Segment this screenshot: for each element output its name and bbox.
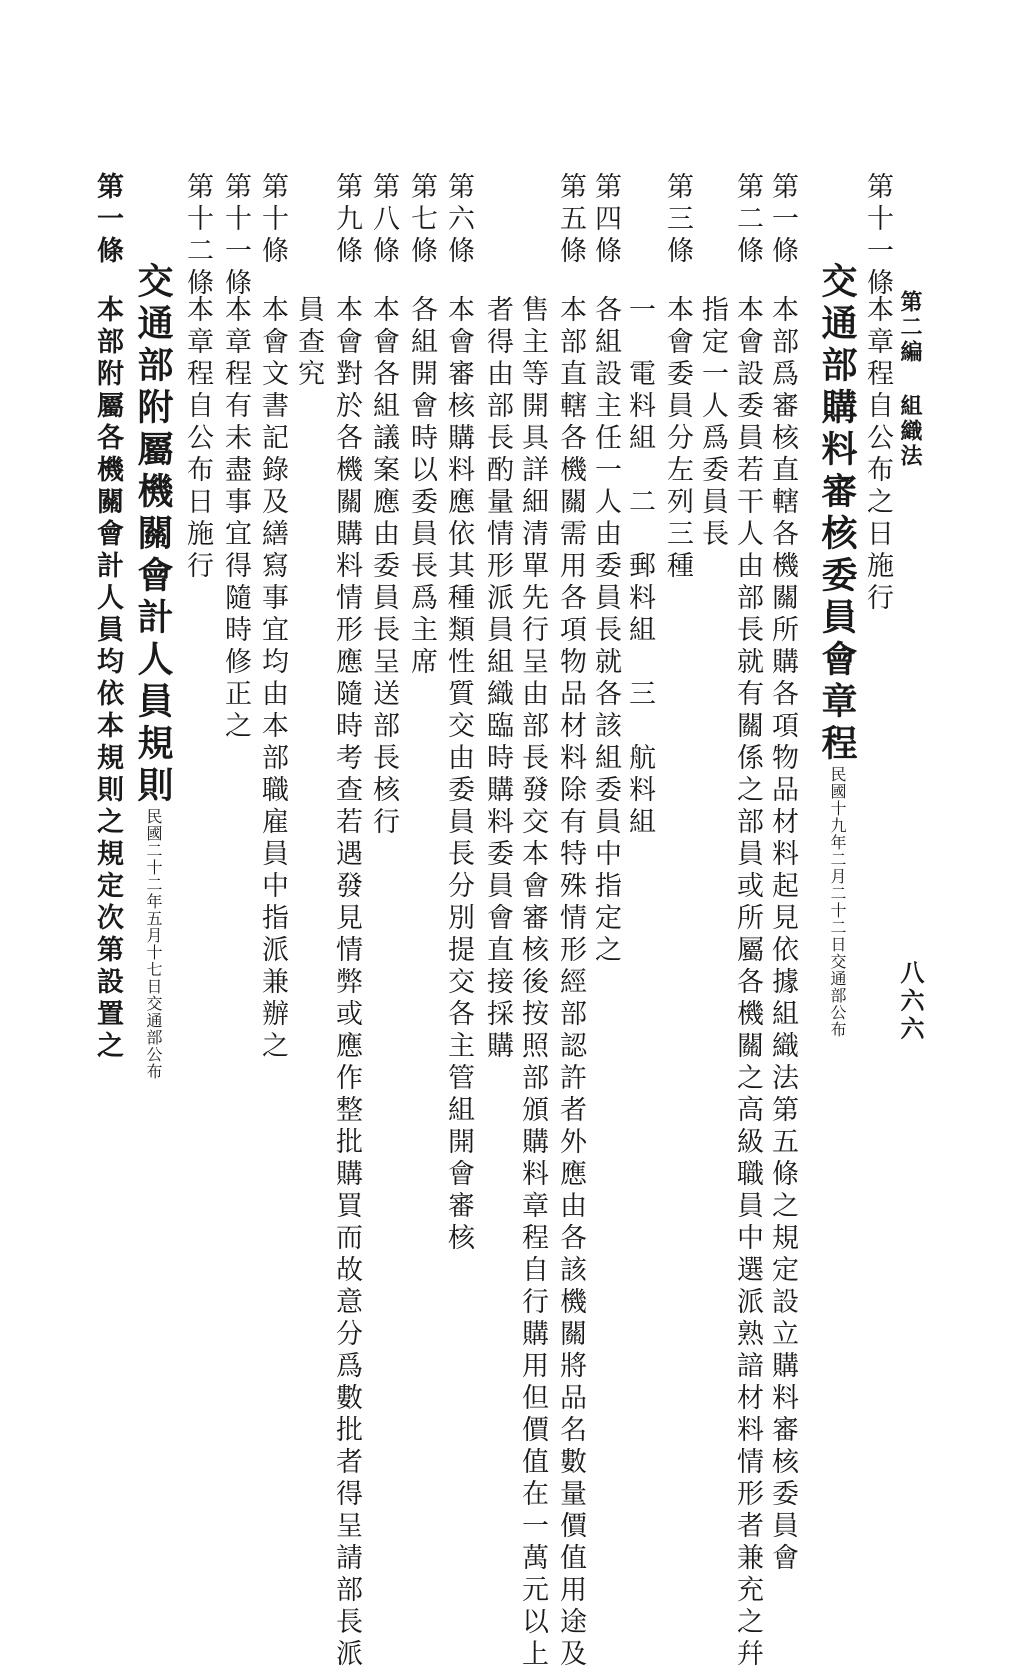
publication-note: 民國二十二年五月十七日交通部公布 bbox=[144, 808, 163, 1080]
regulation-title-text: 交通部附屬機關會計人員規則 bbox=[132, 262, 174, 808]
article-label: 第七條 bbox=[406, 172, 437, 268]
committee-group-list: 一 電料組 二 郵料組 三 航料組 bbox=[624, 295, 655, 839]
article-text: 本會文書記錄及繕寫事宜均由本部職雇員中指派兼辦之 bbox=[257, 295, 288, 1063]
article-label: 第八條 bbox=[368, 172, 399, 268]
article-text: 本部爲審核直轄各機關所購各項物品材料起見依據組織法第五條之規定設立購料審核委員會 bbox=[767, 295, 798, 1575]
article-label: 第三條 bbox=[662, 172, 693, 268]
article-text: 各組設主任一人由委員長就各該組委員中指定之 bbox=[590, 295, 621, 967]
article-label: 第五條 bbox=[555, 172, 586, 268]
article-text-continued: 員查究 bbox=[293, 295, 324, 391]
article-label: 第二條 bbox=[732, 172, 763, 268]
article-text: 本部附屬各機關會計人員均依本規則之規定次第設置之 bbox=[92, 295, 123, 1063]
article-text: 各組開會時以委員長爲主席 bbox=[406, 295, 437, 679]
article-text: 本會對於各機關購料情形應隨時考查若遇發見情弊或應作整批購買而故意分爲數批者得呈請部長派 bbox=[331, 295, 362, 1671]
article-label: 第十一條 bbox=[220, 172, 251, 300]
article-label: 第九條 bbox=[331, 172, 362, 268]
article-label: 第四條 bbox=[590, 172, 621, 268]
article-text: 本會審核購料應依其種類性質交由委員長分別提交各主管組開會審核 bbox=[443, 295, 474, 1255]
article-text: 本章程自公布日施行 bbox=[182, 295, 213, 583]
running-head: 第二編 組織法 bbox=[897, 290, 923, 469]
article-label: 第十一條 bbox=[862, 172, 893, 300]
article-label: 第六條 bbox=[443, 172, 474, 268]
article-text: 本章程有未盡事宜得隨時修正之 bbox=[220, 295, 251, 743]
regulation-title-text: 交通部購料審核委員會章程 bbox=[816, 262, 858, 766]
article-text: 本會設委員若干人由部長就有關係之部員或所屬各機關之高級職員中選派熟諳材料情形者兼充之幷 bbox=[732, 295, 763, 1671]
article-label: 第一條 bbox=[767, 172, 798, 268]
article-text-continued: 指定一人爲委員長 bbox=[697, 295, 728, 551]
regulation-title bbox=[812, 262, 863, 1038]
article-label: 第十二條 bbox=[182, 172, 213, 300]
article-text-continued: 售主等開具詳細清單先行呈由部長發交本會審核後按照部頒購料章程自行購用但價值在一萬元以上 bbox=[517, 295, 548, 1671]
page-number: 八六六 bbox=[896, 960, 925, 1044]
article-label: 第十條 bbox=[257, 172, 288, 268]
publication-note: 民國十九年二月二十二日交通部公布 bbox=[828, 766, 847, 1038]
regulation-title bbox=[128, 262, 179, 1080]
article-text: 本部直轄各機關需用各項物品材料除有特殊情形經部認許者外應由各該機關將品名數量價值用途及 bbox=[555, 295, 586, 1671]
article-text: 本章程自公布之日施行 bbox=[862, 295, 893, 615]
article-text: 本會各組議案應由委員長呈送部長核行 bbox=[368, 295, 399, 839]
article-text: 本會委員分左列三種 bbox=[662, 295, 693, 583]
article-text-continued: 者得由部長酌量情形派員組織臨時購料委員會直接採購 bbox=[482, 295, 513, 1063]
article-label: 第一條 bbox=[92, 172, 123, 268]
